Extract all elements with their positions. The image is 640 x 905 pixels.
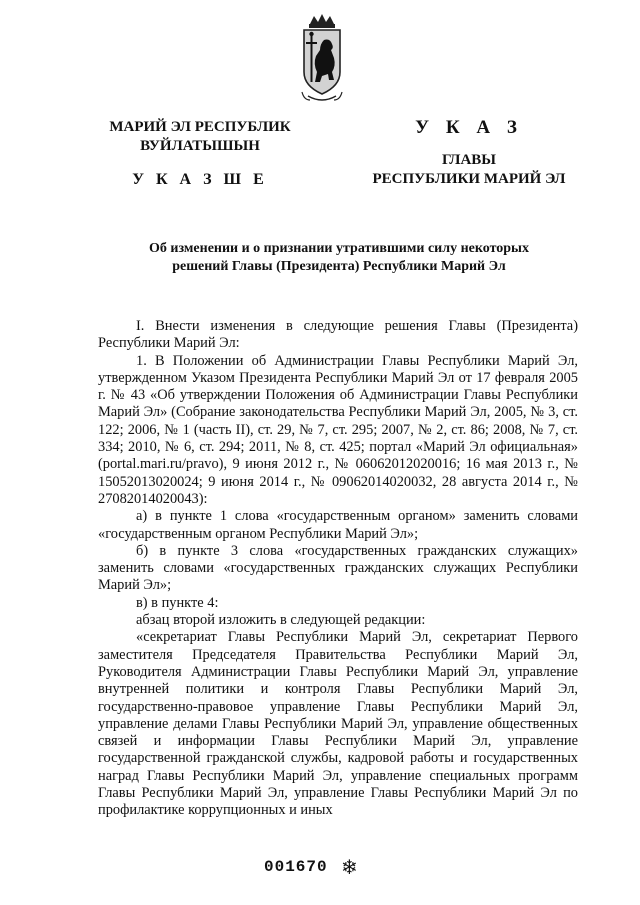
header-left-mari xyxy=(100,118,300,189)
body-paragraph: I. Внести изменения в следующие решения Главы (Президента) Республики Марий Эл: xyxy=(98,318,578,352)
document-title-line1: Об изменении и о признании утратившими силу некоторых xyxy=(149,241,529,256)
body-paragraph: 1. В Положении об Администрации Главы Республики Марий Эл, утвержденном Указом Президента Республики Марий Эл от 17 февраля 2005 г. № 43 «Об утверждении Положения об Администрации Главы Республики Марий Эл» (Собрание законодательства Республики Марий Эл, 2005, № 3, ст. 122; 2006, № 1 (часть II), ст. 29, № 7, ст. 295; 2007, № 2, ст. 86; 2008, № 7, ст. 334; 2010, № 6, ст. 294; 2011, № 8, ст. 425; портал «Марий Эл официальная» (portal.mari.ru/pravo), 9 июня 2012 г., № 06062012020016; 16 мая 2013 г., № 15052013020024; 9 июня 2014 г., № 09062014020032, 28 августа 2014 г., № 27082014020043): xyxy=(98,352,578,507)
header-right-russian xyxy=(360,118,578,189)
body-paragraph: «секретариат Главы Республики Марий Эл, секретариат Первого заместителя Председателя Правительства Республики Марий Эл, Руководителя Администрации Главы Республики Марий Эл, управление внутренней политики и контроля Главы Республики Марий Эл, государственно-правовое управление Главы Республики Марий Эл, управление делами Главы Республики Марий Эл, управление общественных связей и информации Главы Республики Марий Эл, управление государственной гражданской службы, кадровой работы и государственных наград Главы Республики Марий Эл, управление специальных программ Главы Республики Марий Эл, управление Главы Республики Марий Эл по профилактике коррупционных и иных xyxy=(98,629,578,819)
header-right-line1: У К А З xyxy=(415,117,523,138)
body-paragraph: абзац второй изложить в следующей редакции: xyxy=(136,612,426,629)
coat-of-arms-icon xyxy=(294,14,350,106)
header-right-line2: ГЛАВЫ xyxy=(441,152,497,168)
document-title-line2: решений Главы (Президента) Республики Марий Эл xyxy=(172,259,506,274)
snowflake-mark-icon: ❄ xyxy=(341,855,358,879)
body-paragraph: в) в пункте 4: xyxy=(136,594,219,611)
header-left-line3: У К А З Ш Е xyxy=(132,171,268,188)
body-paragraph: а) в пункте 1 слова «государственным органом» заменить словами «государственным органом Республики Марий Эл»; xyxy=(98,508,578,542)
header-right-line3: РЕСПУБЛИКИ МАРИЙ ЭЛ xyxy=(372,171,566,187)
document-title xyxy=(100,240,578,276)
document-body xyxy=(98,318,578,820)
header-left-line1: МАРИЙ ЭЛ РЕСПУБЛИК xyxy=(109,119,291,135)
header-left-line2: ВУЙЛАТЫШЫН xyxy=(140,138,260,154)
serial-number: 001670 xyxy=(264,858,328,876)
body-paragraph: б) в пункте 3 слова «государственных гражданских служащих» заменить словами «государственных гражданских служащих Республики Марий Эл»; xyxy=(98,542,578,594)
